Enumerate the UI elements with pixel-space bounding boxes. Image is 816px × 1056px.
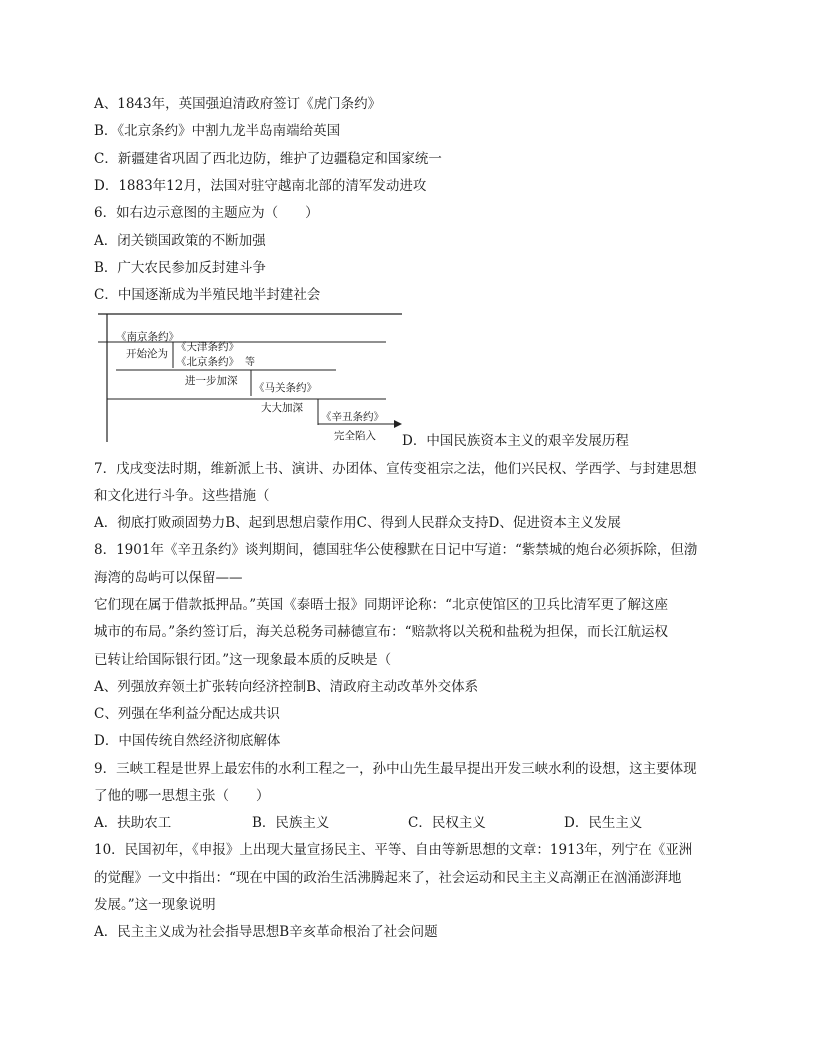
q5-option-a: A、1843年，英国强迫清政府签订《虎门条约》 bbox=[94, 96, 382, 112]
q10-options-ab: A．民主主义成为社会指导思想B辛亥革命根治了社会问题 bbox=[94, 924, 438, 940]
q10-stem-line-3: 发展。”这一现象说明 bbox=[94, 897, 216, 913]
q7-stem-line-2: 和文化进行斗争。这些措施（ bbox=[94, 488, 270, 504]
diagram-arrowhead bbox=[394, 420, 402, 428]
diagram-etc-mark: 等 bbox=[245, 357, 255, 368]
diagram-stage-4: 完全陷入 bbox=[334, 430, 376, 442]
q7-options: A．彻底打败顽固势力B、起到思想启蒙作用C、得到人民群众支持D、促进资本主义发展 bbox=[94, 515, 621, 531]
q8-stem-line-5: 已转让给国际银行团。”这一现象最本质的反映是（ bbox=[94, 652, 392, 668]
q5-option-c: C．新疆建省巩固了西北边防，维护了边疆稳定和国家统一 bbox=[94, 151, 442, 167]
q6-option-a: A．闭关锁国政策的不断加强 bbox=[94, 233, 266, 249]
diagram-stage-2: 进一步加深 bbox=[185, 375, 238, 387]
diagram-stage-3: 大大加深 bbox=[261, 402, 303, 414]
q8-option-c: C、列强在华利益分配达成共识 bbox=[94, 706, 280, 722]
q9-option-a: A．扶助农工 bbox=[94, 815, 172, 831]
q8-stem-line-1: 8．1901年《辛丑条约》谈判期间，德国驻华公使穆默在日记中写道：“紫禁城的炮台必须拆除，但渤 bbox=[94, 542, 698, 558]
q8-option-d: D．中国传统自然经济彻底解体 bbox=[94, 733, 281, 749]
q9-stem-line-1: 9．三峡工程是世界上最宏伟的水利工程之一，孙中山先生最早提出开发三峡水利的设想，这主要体现 bbox=[94, 761, 697, 777]
q10-stem-line-2: 的觉醒》一文中指出：“现在中国的政治生活沸腾起来了，社会运动和民主主义高潮正在汹涌澎湃地 bbox=[94, 870, 682, 886]
q5-option-d: D．1883年12月，法国对驻守越南北部的清军发动进攻 bbox=[94, 178, 427, 194]
q5-option-b: B．《北京条约》中割九龙半岛南端给英国 bbox=[94, 123, 341, 139]
diagram-treaty-tianjin: 《天津条约》 bbox=[176, 341, 239, 353]
q9-stem-line-2: 了他的哪一思想主张（ ） bbox=[94, 788, 270, 804]
q9-option-d: D．民生主义 bbox=[564, 815, 643, 831]
diagram-treaty-nanjing: 《南京条约》 bbox=[116, 331, 179, 343]
q6-stem: 6．如右边示意图的主题应为（ ） bbox=[94, 205, 319, 221]
q9-option-c: C．民权主义 bbox=[408, 815, 486, 831]
q7-stem-line-1: 7．戊戌变法时期，维新派上书、演讲、办团体、宣传变祖宗之法，他们兴民权、学西学、与封建思想 bbox=[94, 461, 697, 477]
q10-stem-line-1: 10．民国初年，《申报》上出现大量宣扬民主、平等、自由等新思想的文章：1913年，列宁在《亚洲 bbox=[94, 842, 693, 858]
q6-option-c: C．中国逐渐成为半殖民地半封建社会 bbox=[94, 287, 321, 303]
diagram-stage-1: 开始沦为 bbox=[126, 348, 168, 360]
q9-option-b: B．民族主义 bbox=[252, 815, 330, 831]
q8-stem-line-3: 它们现在属于借款抵押品。”英国《泰晤士报》同期评论称：“北京使馆区的卫兵比清军更了解这座 bbox=[94, 597, 669, 613]
q8-stem-line-2: 海湾的岛屿可以保留—— bbox=[94, 570, 243, 586]
q8-options-ab: A、列强放弃领土扩张转向经济控制B、清政府主动改革外交体系 bbox=[94, 679, 479, 695]
q6-option-b: B．广大农民参加反封建斗争 bbox=[94, 260, 266, 276]
q6-option-d: D．中国民族资本主义的艰辛发展历程 bbox=[402, 433, 629, 449]
diagram-treaty-xinchou: 《辛丑条约》 bbox=[321, 411, 384, 423]
semi-colonial-process-diagram bbox=[96, 310, 406, 446]
diagram-treaty-maguan: 《马关条约》 bbox=[254, 382, 317, 394]
q8-stem-line-4: 城市的布局。”条约签订后，海关总税务司赫德宣布：“赔款将以关税和盐税为担保，而长江航运权 bbox=[94, 624, 669, 640]
diagram-treaty-beijing: 《北京条约》 bbox=[176, 356, 239, 368]
